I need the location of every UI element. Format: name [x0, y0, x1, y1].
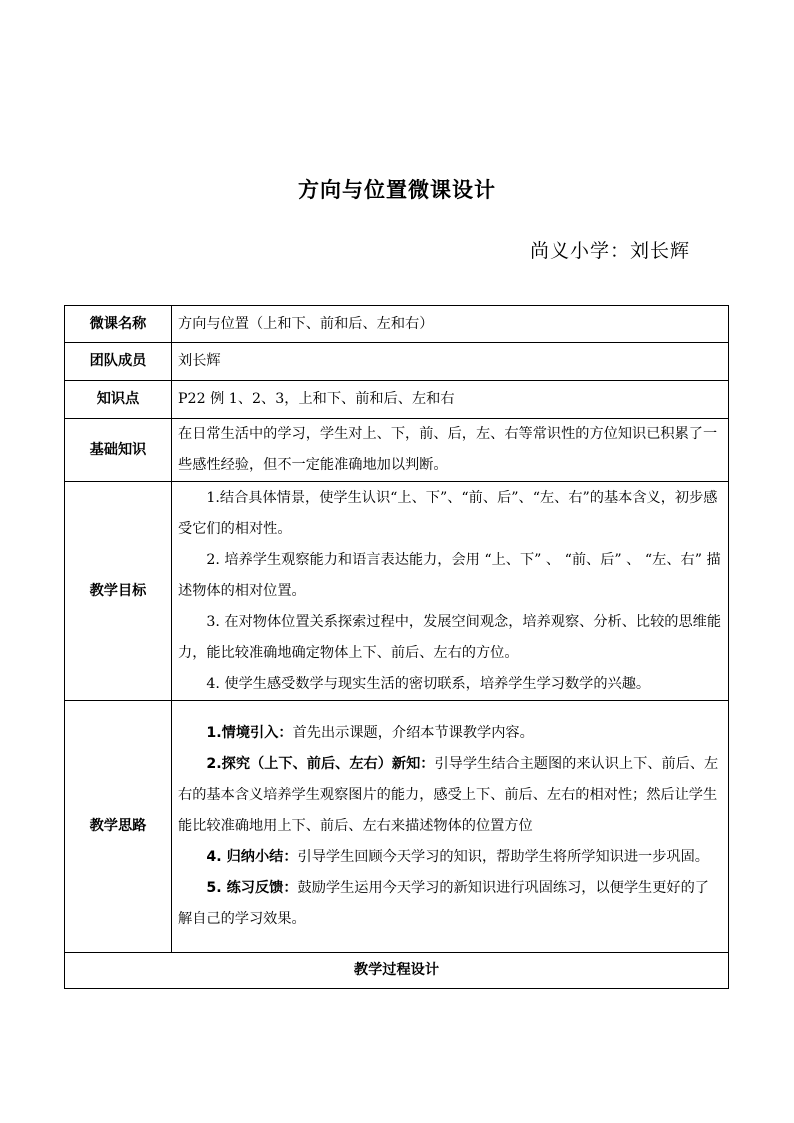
- approach-content: [172, 701, 729, 953]
- step-heading: 4. 归纳小结：: [206, 849, 298, 865]
- goal-item: 4. 使学生感受数学与现实生活的密切联系，培养学生学习数学的兴趣。: [206, 675, 651, 692]
- document-title: 方向与位置微课设计: [298, 178, 496, 202]
- approach-step: [178, 873, 722, 935]
- row-basics: [65, 419, 729, 482]
- step-heading: 2.探究（上下、前后、左右）新知：: [206, 756, 435, 772]
- step-text: 首先出示课题，介绍本节课教学内容。: [292, 725, 534, 741]
- row-knowledge: [65, 381, 729, 419]
- step-heading: 1.情境引入：: [206, 725, 293, 741]
- basics-label: 基础知识: [65, 419, 172, 482]
- row-process-heading: [65, 953, 729, 989]
- approach-step: [178, 749, 722, 842]
- process-heading: 教学过程设计: [65, 953, 729, 989]
- row-approach: [65, 701, 729, 953]
- row-course-name: [65, 306, 729, 343]
- approach-step: [178, 842, 722, 873]
- knowledge-label: 知识点: [65, 381, 172, 419]
- goals-content: [172, 482, 729, 701]
- step-heading: 5. 练习反馈：: [206, 880, 298, 896]
- step-text: 引导学生结合主题图的来认识上下、前后、左右的基本含义培养学生观察图片的能力，感受上下、前后、左右的相对性；然后让学生能比较准确地用上下、前后、左右来描述物体的位置方位: [178, 756, 719, 834]
- team-value: 刘长辉: [172, 343, 729, 381]
- goals-label: 教学目标: [65, 482, 172, 701]
- author-line: 尚义小学：刘长辉: [530, 240, 691, 262]
- goal-item: 2. 培养学生观察能力和语言表达能力，会用 “上、下” 、 “前、后” 、 “左、右” 描述物体的相对位置。: [178, 551, 721, 599]
- basics-value: 在日常生活中的学习，学生对上、下，前、后，左、右等常识性的方位知识已积累了一些感性经验，但不一定能准确地加以判断。: [172, 419, 729, 482]
- course-name-value: 方向与位置（上和下、前和后、左和右）: [172, 306, 729, 343]
- row-team: [65, 343, 729, 381]
- goal-item: 3. 在对物体位置关系探索过程中，发展空间观念，培养观察、分析、比较的思维能力，能比较准确地确定物体上下、前后、左右的方位。: [178, 613, 722, 661]
- row-goals: [65, 482, 729, 701]
- knowledge-value: P22 例 1、2、3，上和下、前和后、左和右: [172, 381, 729, 419]
- course-name-label: 微课名称: [65, 306, 172, 343]
- approach-label: 教学思路: [65, 701, 172, 953]
- step-text: 鼓励学生运用今天学习的新知识进行巩固练习，以便学生更好的了解自己的学习效果。: [178, 880, 709, 927]
- step-text: 引导学生回顾今天学习的知识，帮助学生将所学知识进一步巩固。: [297, 849, 709, 865]
- lesson-plan-table: [64, 305, 729, 989]
- team-label: 团队成员: [65, 343, 172, 381]
- approach-step: [178, 718, 722, 749]
- goal-item: 1.结合具体情景，使学生认识“上、下”、“前、后”、“左、右”的基本含义，初步感受它们的相对性。: [178, 489, 718, 537]
